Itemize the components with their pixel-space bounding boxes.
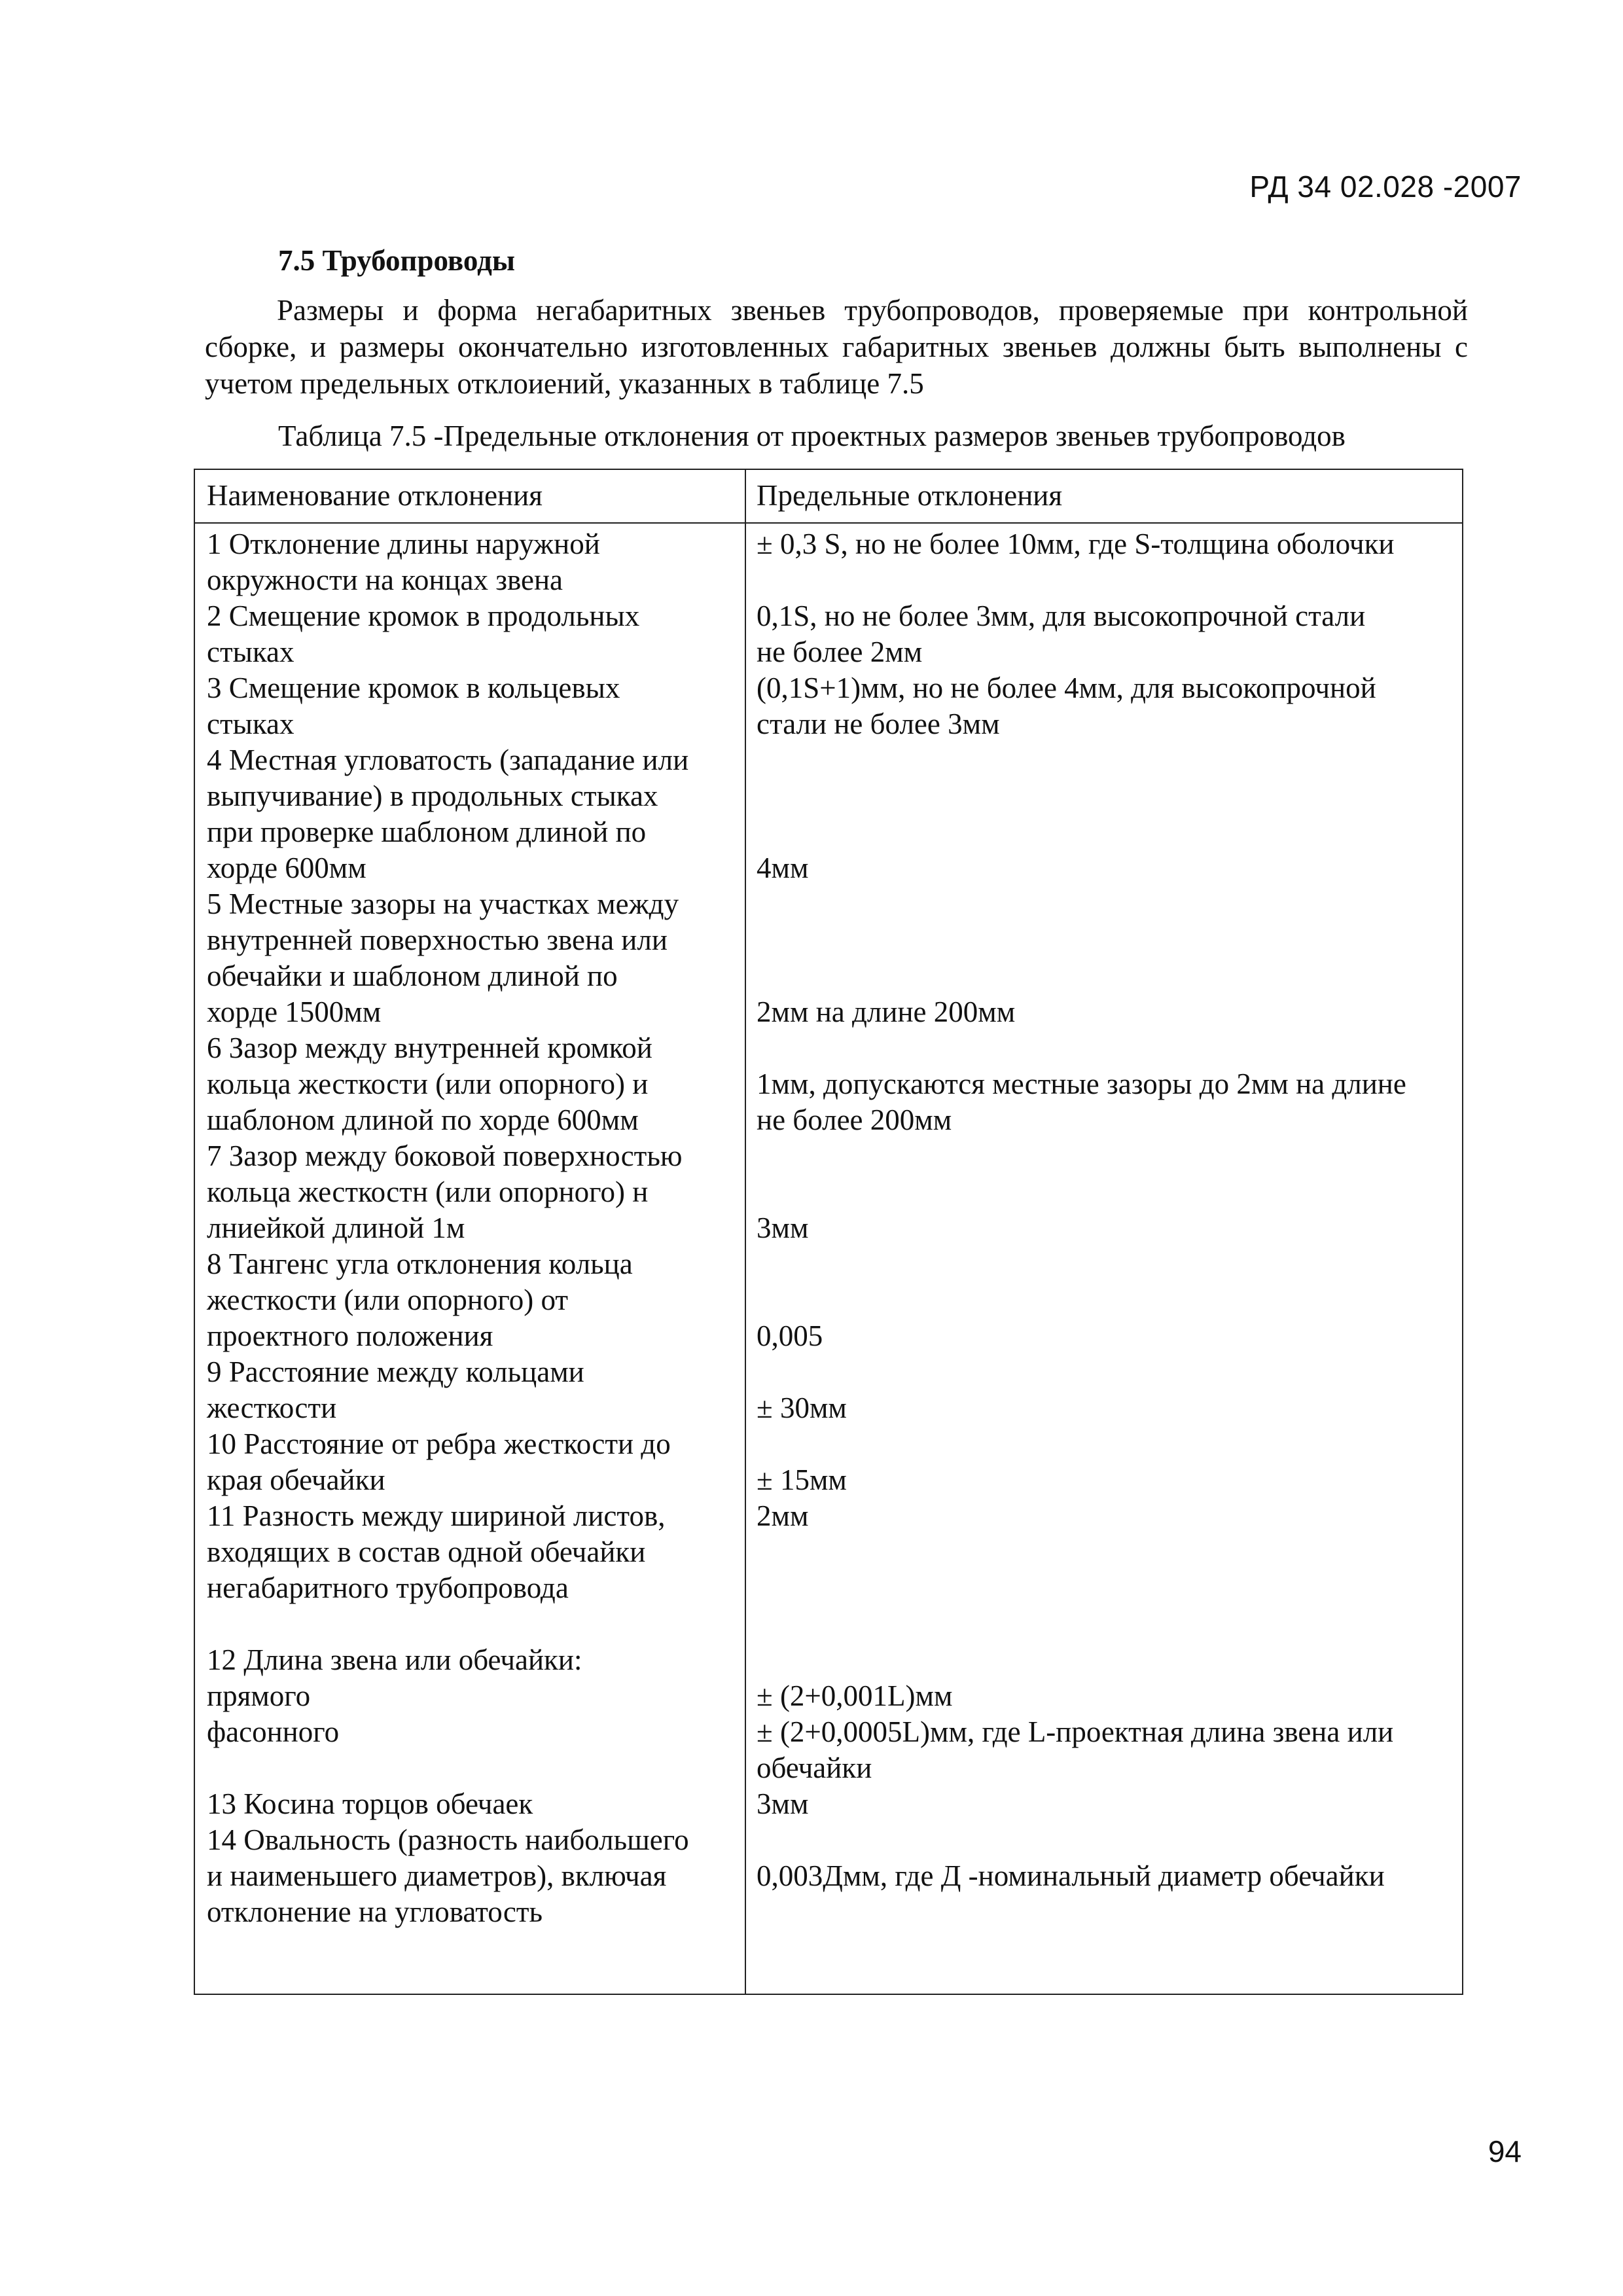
deviation-name-line: 14 Овальность (разность наибольшего (207, 1823, 689, 1856)
deviation-name-line: и наименьшего диаметров), включая (207, 1859, 667, 1892)
deviation-limit-line (757, 1570, 1406, 1606)
deviation-name-line: 7 Зазор между боковой поверхностью (207, 1139, 683, 1172)
deviation-limit-line: ± (2+0,0005L)мм, где L-проектная длина звена или (757, 1715, 1394, 1748)
deviation-name-line: окружности на концах звена (207, 564, 563, 596)
deviation-name-line: 13 Косина торцов обечаек (207, 1787, 533, 1820)
deviation-name-line: 4 Местная угловатость (западание или (207, 744, 689, 776)
page-number: 94 (1488, 2134, 1522, 2168)
deviation-limit-line: не более 200мм (757, 1103, 952, 1136)
deviation-limit-line: ± 0,3 S, но не более 10мм, где S-толщина оболочки (757, 528, 1395, 560)
deviation-name-line: фасонного (207, 1715, 340, 1748)
deviation-limit-line (757, 1138, 1406, 1174)
deviation-name-line: лниейкой длиной 1м (207, 1211, 465, 1244)
deviation-limit-line (757, 1354, 1406, 1390)
deviation-limit-line: (0,1S+1)мм, но не более 4мм, для высокопрочной (757, 672, 1376, 704)
deviation-name-line: 11 Разность между шириной листов, (207, 1499, 666, 1532)
deviation-limits-column (757, 526, 1406, 1930)
deviation-limit-line (757, 886, 1406, 922)
deviation-name-line: кольца жесткости (или опорного) и (207, 1067, 649, 1100)
deviation-limit-line (757, 1174, 1406, 1210)
deviation-limit-line: ± 30мм (757, 1391, 847, 1424)
deviation-name-line: хорде 1500мм (207, 996, 382, 1028)
deviation-limit-line (757, 742, 1406, 778)
deviation-name-line: обечайки и шаблоном длиной по (207, 960, 618, 992)
deviation-name-line: 8 Тангенс угла отклонения кольца (207, 1247, 633, 1280)
deviation-limit-line: 0,003Дмм, где Д -номинальный диаметр обечайки (757, 1859, 1385, 1892)
deviation-limit-line: не более 2мм (757, 636, 923, 668)
deviation-limit-line: 0,005 (757, 1319, 823, 1352)
deviation-name-line: 5 Местные зазоры на участках между (207, 888, 679, 920)
deviation-name-line: шаблоном длиной по хорде 600мм (207, 1103, 639, 1136)
deviation-limit-line: обечайки (757, 1751, 872, 1784)
intro-paragraph: Размеры и форма негабаритных звеньев трубопроводов, проверяемые при контрольной сборке, и размеры окончательно изготовленных габаритных звеньев должны быть выполнены с учетом предельных отклоиений, указанных в таблице 7.5 (205, 294, 1468, 400)
deviation-name-line: 1 Отклонение длины наружной (207, 528, 600, 560)
deviations-table (194, 469, 1463, 1995)
column-header-limits: Предельные отклонения (757, 479, 1063, 512)
deviation-name-line: отклонение на угловатость (207, 1895, 543, 1928)
deviation-limit-line: 2мм на длине 200мм (757, 996, 1016, 1028)
deviation-name-line: хорде 600мм (207, 852, 366, 884)
deviation-limit-line (757, 1642, 1406, 1678)
document-code: РД 34 02.028 -2007 (1249, 170, 1522, 204)
deviation-name-line: при проверке шаблоном длиной по (207, 816, 647, 848)
deviation-names-column (207, 526, 689, 1930)
deviation-limit-line (757, 1894, 1406, 1930)
deviation-limit-line (757, 1246, 1406, 1282)
deviation-limit-line (757, 562, 1406, 598)
deviation-name-line: входящих в состав одной обечайки (207, 1535, 646, 1568)
deviation-limit-line: 3мм (757, 1211, 809, 1244)
deviation-limit-line: ± (2+0,001L)мм (757, 1679, 953, 1712)
header-divider (195, 522, 1462, 524)
deviation-limit-line: 4мм (757, 852, 809, 884)
column-header-name: Наименование отклонения (207, 479, 543, 512)
deviation-limit-line (757, 778, 1406, 814)
deviation-limit-line (757, 1606, 1406, 1642)
deviation-name-line: 12 Длина звена или обечайки: (207, 1643, 582, 1676)
deviation-limit-line: 3мм (757, 1787, 809, 1820)
deviation-name-line: прямого (207, 1679, 311, 1712)
deviation-limit-line (757, 1534, 1406, 1570)
deviation-name-line: стыках (207, 636, 294, 668)
deviation-name-line: 9 Расстояние между кольцами (207, 1355, 584, 1388)
deviation-name-line: проектного положения (207, 1319, 493, 1352)
deviation-name-line: выпучивание) в продольных стыках (207, 780, 658, 812)
deviation-name-line: внутренней поверхностью звена или (207, 924, 668, 956)
deviation-limit-line (757, 958, 1406, 994)
deviation-limit-line (757, 814, 1406, 850)
deviation-name-line: жесткости (207, 1391, 337, 1424)
deviation-limit-line (757, 1822, 1406, 1858)
deviation-limit-line: стали не более 3мм (757, 708, 1000, 740)
column-divider (745, 470, 746, 1994)
deviation-name-line: края обечайки (207, 1463, 385, 1496)
deviation-name-line: 6 Зазор между внутренней кромкой (207, 1031, 652, 1064)
deviation-name-line: 10 Расстояние от ребра жесткости до (207, 1427, 671, 1460)
deviation-name-line: жесткости (или опорного) от (207, 1283, 569, 1316)
deviation-name-line: 3 Смещение кромок в кольцевых (207, 672, 620, 704)
deviation-name-line (207, 1606, 689, 1642)
deviation-limit-line (757, 1282, 1406, 1318)
deviation-limit-line: 2мм (757, 1499, 809, 1532)
deviation-name-line (207, 1750, 689, 1786)
deviation-name-line: кольца жесткостн (или опорного) н (207, 1175, 649, 1208)
deviation-limit-line (757, 1426, 1406, 1462)
section-title: 7.5 Трубопроводы (278, 244, 515, 277)
table-caption: Таблица 7.5 -Предельные отклонения от проектных размеров звеньев трубопроводов (278, 420, 1346, 452)
deviation-name-line: стыках (207, 708, 294, 740)
deviation-limit-line: 1мм, допускаются местные зазоры до 2мм на длине (757, 1067, 1406, 1100)
deviation-name-line: негабаритного трубопровода (207, 1571, 569, 1604)
deviation-limit-line (757, 922, 1406, 958)
deviation-limit-line (757, 1030, 1406, 1066)
deviation-limit-line: 0,1S, но не более 3мм, для высокопрочной стали (757, 600, 1366, 632)
deviation-limit-line: ± 15мм (757, 1463, 847, 1496)
deviation-name-line: 2 Смещение кромок в продольных (207, 600, 640, 632)
